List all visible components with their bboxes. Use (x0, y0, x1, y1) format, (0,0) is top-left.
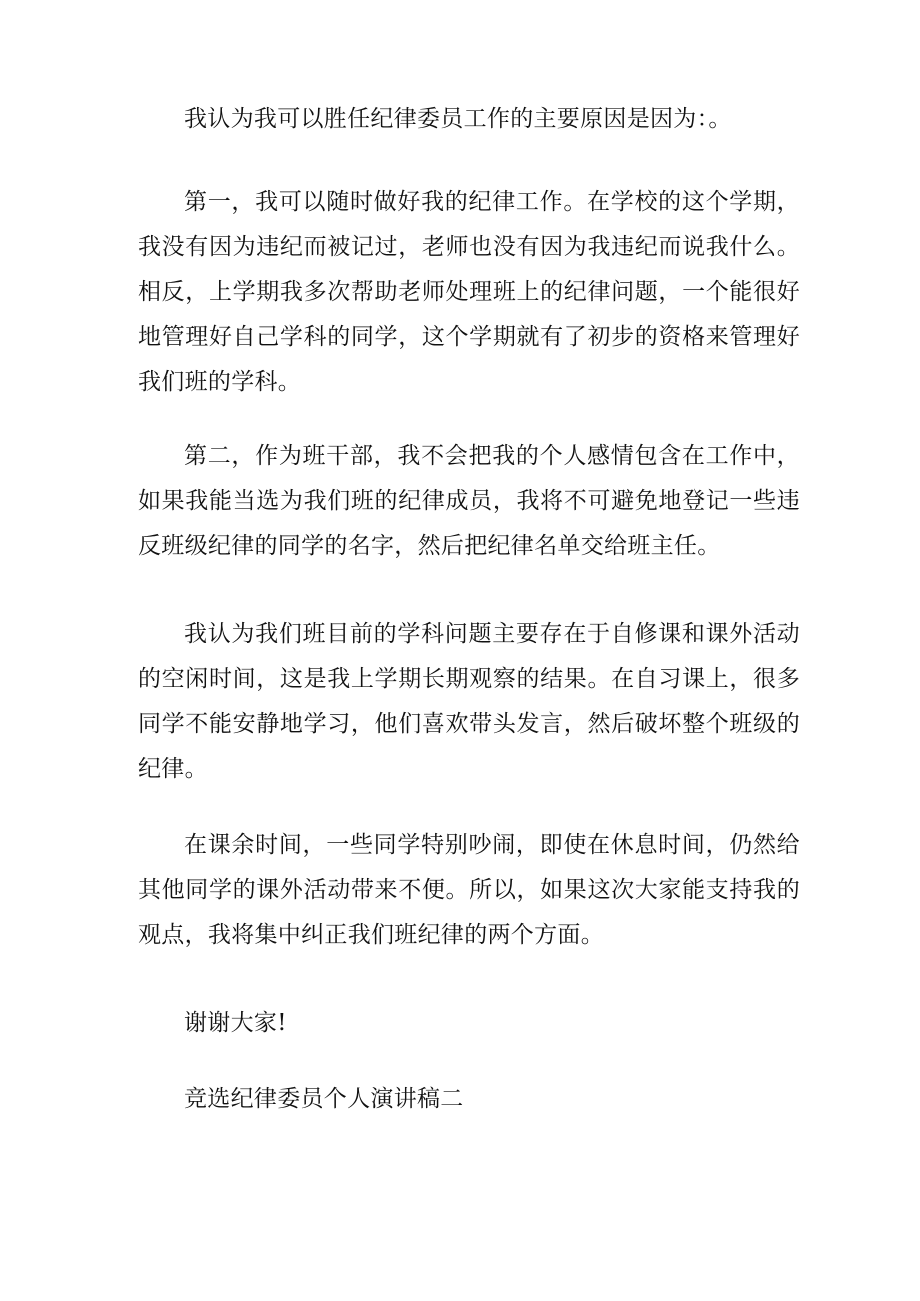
paragraph-reason-intro: 我认为我可以胜任纪律委员工作的主要原因是因为：。 (184, 106, 732, 132)
paragraph-thanks: 谢谢大家! (184, 1010, 287, 1036)
paragraph-first-point: 第一，我可以随时做好我的纪律工作。在学校的这个学期，我没有因为违纪而被记过，老师也没有因为我违纪而说我什么。相反，上学期我多次帮助老师处理班上的纪律问题，一个能很好地管理好自己学科的同学，这个学期就有了初步的资格来管理好我们班的学科。 (138, 189, 800, 395)
paragraph-class-problems: 我认为我们班目前的学科问题主要存在于自修课和课外活动的空闲时间，这是我上学期长期观察的结果。在自习课上，很多同学不能安静地学习，他们喜欢带头发言，然后破坏整个班级的纪律。 (138, 621, 800, 782)
section-title-speech-two: 竞选纪律委员个人演讲稿二 (184, 1086, 464, 1112)
paragraph-break-time: 在课余时间，一些同学特别吵闹，即使在休息时间，仍然给其他同学的课外活动带来不便。所以，如果这次大家能支持我的观点，我将集中纠正我们班纪律的两个方面。 (138, 832, 800, 948)
paragraph-second-point: 第二，作为班干部，我不会把我的个人感情包含在工作中，如果我能当选为我们班的纪律成员，我将不可避免地登记一些违反班级纪律的同学的名字，然后把纪律名单交给班主任。 (138, 443, 800, 559)
